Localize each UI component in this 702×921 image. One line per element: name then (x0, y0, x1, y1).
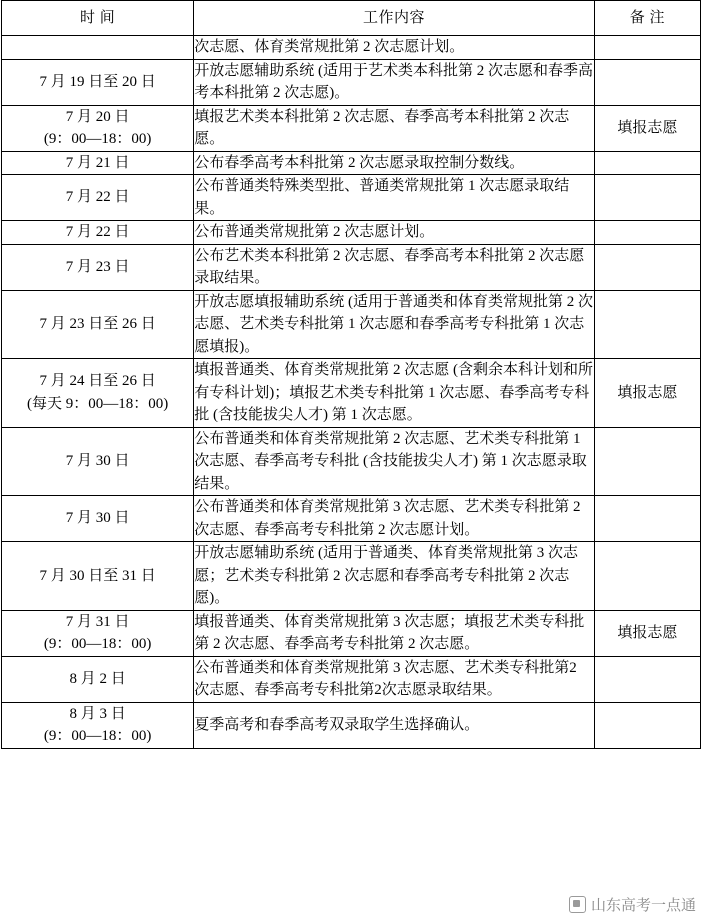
cell-time (2, 359, 194, 428)
cell-content: 公布艺术类本科批第 2 次志愿、春季高考本科批第 2 次志愿录取结果。 (194, 244, 595, 290)
cell-time (2, 105, 194, 151)
exam-schedule-table (1, 0, 701, 749)
cell-time (2, 244, 194, 290)
table-row (2, 59, 701, 105)
cell-remark (594, 496, 700, 542)
cell-time-primary: 8 月 2 日 (69, 670, 126, 687)
cell-remark: 填报志愿 (594, 359, 700, 428)
cell-time-primary: 7 月 19 日至 20 日 (39, 73, 156, 90)
cell-time-secondary: (9：00—18：00) (43, 728, 152, 744)
cell-time-primary: 7 月 22 日 (65, 189, 130, 206)
cell-time-primary: 7 月 30 日至 31 日 (39, 567, 156, 584)
cell-time (2, 175, 194, 221)
table-row (2, 244, 701, 290)
cell-time (2, 496, 194, 542)
table-row (2, 427, 701, 496)
table-row (2, 290, 701, 359)
cell-remark: 填报志愿 (594, 105, 700, 151)
cell-time (2, 542, 194, 611)
cell-content: 公布普通类和体育类常规批第 2 次志愿、艺术类专科批第 1 次志愿、春季高考专科批 (含技能拔尖人才) 第 1 次志愿录取结果。 (194, 427, 595, 496)
cell-time (2, 151, 194, 175)
cell-content: 公布普通类和体育类常规批第 3 次志愿、艺术类专科批第 2 次志愿、春季高考专科批第 2 次志愿计划。 (194, 496, 595, 542)
watermark-logo-icon (569, 896, 586, 913)
cell-content: 公布普通类常规批第 2 次志愿计划。 (194, 221, 595, 245)
cell-remark (594, 175, 700, 221)
table-row (2, 496, 701, 542)
table-body (2, 36, 701, 749)
cell-time (2, 290, 194, 359)
cell-time (2, 656, 194, 702)
cell-time-secondary: (9：00—18：00) (43, 636, 152, 652)
cell-content: 开放志愿辅助系统 (适用于艺术类本科批第 2 次志愿和春季高考本科批第 2 次志愿)。 (194, 59, 595, 105)
column-header-time: 时 间 (2, 1, 194, 36)
cell-content: 填报普通类、体育类常规批第 3 次志愿；填报艺术类专科批第 2 次志愿、春季高考专科批第 2 次志愿。 (194, 610, 595, 656)
cell-time-primary: 7 月 22 日 (65, 224, 130, 240)
cell-time (2, 59, 194, 105)
cell-content: 公布普通类和体育类常规批第 3 次志愿、艺术类专科批第2 次志愿、春季高考专科批第2次志愿录取结果。 (194, 656, 595, 702)
cell-remark: 填报志愿 (594, 610, 700, 656)
column-header-content: 工作内容 (194, 1, 595, 36)
cell-remark (594, 59, 700, 105)
cell-time-primary: 7 月 20 日 (65, 108, 130, 125)
cell-remark (594, 427, 700, 496)
table-header-row (2, 1, 701, 36)
cell-time (2, 702, 194, 748)
table-row (2, 151, 701, 175)
table-row (2, 36, 701, 60)
cell-time (2, 610, 194, 656)
cell-content: 填报艺术类本科批第 2 次志愿、春季高考本科批第 2 次志愿。 (194, 105, 595, 151)
cell-content: 开放志愿辅助系统 (适用于普通类、体育类常规批第 3 次志愿；艺术类专科批第 2 次志愿和春季高考专科批第 2 次志愿)。 (194, 542, 595, 611)
cell-time (2, 221, 194, 245)
cell-remark (594, 36, 700, 60)
watermark-text: 山东高考一点通 (590, 897, 696, 914)
table-row (2, 105, 701, 151)
column-header-remark: 备 注 (594, 1, 700, 36)
cell-remark (594, 221, 700, 245)
cell-time-secondary: (每天 9：00—18：00) (27, 395, 169, 412)
cell-content: 公布普通类特殊类型批、普通类常规批第 1 次志愿录取结果。 (194, 175, 595, 221)
cell-remark (594, 702, 700, 748)
cell-time-primary: 7 月 23 日 (65, 258, 130, 275)
table-row (2, 656, 701, 702)
cell-content: 公布春季高考本科批第 2 次志愿录取控制分数线。 (194, 151, 595, 175)
cell-time-primary: 7 月 30 日 (65, 510, 130, 527)
cell-content: 次志愿、体育类常规批第 2 次志愿计划。 (194, 36, 595, 60)
watermark (569, 894, 696, 915)
cell-time-primary: 7 月 31 日 (65, 613, 130, 630)
cell-remark (594, 151, 700, 175)
table-row (2, 175, 701, 221)
cell-content: 开放志愿填报辅助系统 (适用于普通类和体育类常规批第 2 次志愿、艺术类专科批第 1 次志愿和春季高考专科批第 1 次志愿填报)。 (194, 290, 595, 359)
table-row (2, 702, 701, 748)
table-row (2, 359, 701, 428)
table-row (2, 610, 701, 656)
cell-time-primary: 7 月 21 日 (65, 154, 130, 171)
table-row (2, 221, 701, 245)
cell-time-primary: 7 月 23 日至 26 日 (39, 316, 156, 332)
cell-time (2, 427, 194, 496)
cell-content: 夏季高考和春季高考双录取学生选择确认。 (194, 702, 595, 748)
cell-time-secondary: (9：00—18：00) (43, 131, 152, 147)
cell-content: 填报普通类、体育类常规批第 2 次志愿 (含剩余本科计划和所有专科计划)；填报艺术类专科批第 1 次志愿、春季高考专科批 (含技能拔尖人才) 第 1 次志愿。 (194, 359, 595, 428)
cell-remark (594, 290, 700, 359)
cell-remark (594, 656, 700, 702)
cell-remark (594, 244, 700, 290)
cell-time-primary: 7 月 30 日 (65, 453, 130, 469)
cell-remark (594, 542, 700, 611)
table-row (2, 542, 701, 611)
cell-time (2, 36, 194, 60)
cell-time-primary: 8 月 3 日 (69, 705, 126, 722)
cell-time-primary: 7 月 24 日至 26 日 (39, 373, 156, 390)
